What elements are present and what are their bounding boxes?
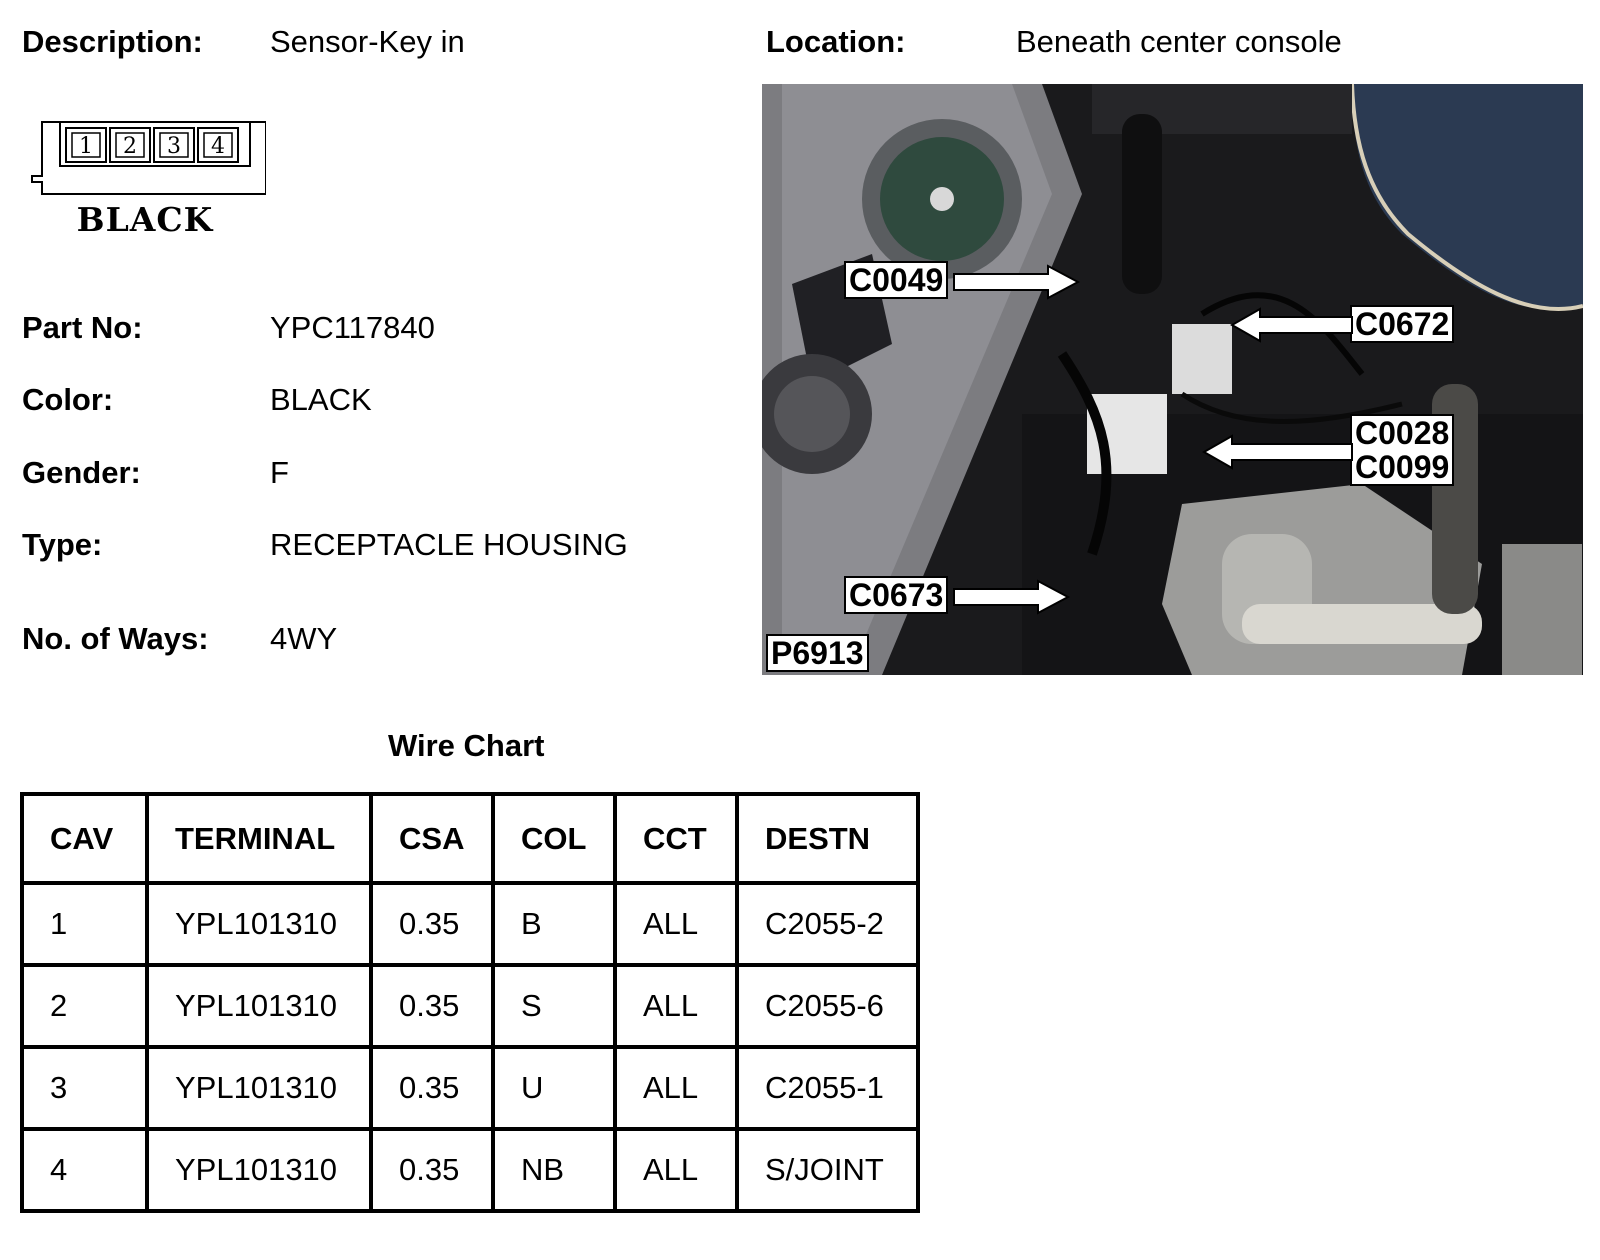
cell-terminal: YPL101310 <box>147 965 371 1047</box>
column-header-cav: CAV <box>22 794 147 883</box>
color-value: BLACK <box>270 382 372 417</box>
type-value: RECEPTACLE HOUSING <box>270 527 628 562</box>
cell-csa: 0.35 <box>371 965 493 1047</box>
cell-col: U <box>493 1047 615 1129</box>
cell-cct: ALL <box>615 1129 737 1211</box>
location-value: Beneath center console <box>1016 24 1342 59</box>
svg-text:3: 3 <box>167 134 181 159</box>
cell-cav: 4 <box>22 1129 147 1211</box>
column-header-destn: DESTN <box>737 794 918 883</box>
connector-pin-1 <box>66 128 106 162</box>
cell-cct: ALL <box>615 883 737 965</box>
ways-label: No. of Ways: <box>22 621 209 656</box>
wire-chart-table <box>20 792 920 1213</box>
connector-pin-2 <box>110 128 150 162</box>
cell-col: B <box>493 883 615 965</box>
table-header-row <box>22 794 918 883</box>
location-photo <box>762 84 1583 675</box>
gender-label: Gender: <box>22 455 141 490</box>
connector-pin-4 <box>198 128 238 162</box>
cell-destn: C2055-2 <box>737 883 918 965</box>
connector-pin-3 <box>154 128 194 162</box>
column-header-cct: CCT <box>615 794 737 883</box>
callout-c0673: C0673 <box>844 576 948 614</box>
table-row <box>22 1047 918 1129</box>
wire-chart-title: Wire Chart <box>388 728 545 763</box>
callout-c0099: C0099 <box>1355 449 1450 485</box>
column-header-col: COL <box>493 794 615 883</box>
cell-terminal: YPL101310 <box>147 883 371 965</box>
svg-text:4: 4 <box>211 134 225 159</box>
svg-text:1: 1 <box>79 134 93 159</box>
part-no-value: YPC117840 <box>270 310 435 345</box>
connector-color-label: BLACK <box>76 200 214 239</box>
callout-c0672: C0672 <box>1350 305 1454 343</box>
cell-terminal: YPL101310 <box>147 1047 371 1129</box>
cell-csa: 0.35 <box>371 1129 493 1211</box>
cell-terminal: YPL101310 <box>147 1129 371 1211</box>
svg-text:2: 2 <box>123 134 137 159</box>
cell-col: S <box>493 965 615 1047</box>
ways-value: 4WY <box>270 621 338 656</box>
table-row <box>22 1129 918 1211</box>
color-label: Color: <box>22 382 114 417</box>
type-label: Type: <box>22 527 103 562</box>
cell-cav: 2 <box>22 965 147 1047</box>
cell-cct: ALL <box>615 1047 737 1129</box>
table-row <box>22 883 918 965</box>
cell-col: NB <box>493 1129 615 1211</box>
photo-id-label: P6913 <box>766 634 869 672</box>
cell-cav: 1 <box>22 883 147 965</box>
cell-destn: S/JOINT <box>737 1129 918 1211</box>
cell-cct: ALL <box>615 965 737 1047</box>
table-row <box>22 965 918 1047</box>
cell-csa: 0.35 <box>371 883 493 965</box>
column-header-terminal: TERMINAL <box>147 794 371 883</box>
description-value: Sensor-Key in <box>270 24 465 59</box>
cell-destn: C2055-6 <box>737 965 918 1047</box>
cell-cav: 3 <box>22 1047 147 1129</box>
gender-value: F <box>270 455 289 490</box>
cell-csa: 0.35 <box>371 1047 493 1129</box>
callout-c0049: C0049 <box>844 261 948 299</box>
description-label: Description: <box>22 24 203 59</box>
arrow-right-icon <box>952 264 1082 300</box>
connector-face-diagram <box>30 120 266 200</box>
callout-c0028-c0099 <box>1350 414 1454 486</box>
location-label: Location: <box>766 24 906 59</box>
column-header-csa: CSA <box>371 794 493 883</box>
arrow-left-icon <box>1202 434 1354 470</box>
arrow-left-icon <box>1230 307 1354 343</box>
callout-c0028: C0028 <box>1355 415 1450 451</box>
cell-destn: C2055-1 <box>737 1047 918 1129</box>
arrow-right-icon <box>952 579 1072 615</box>
part-no-label: Part No: <box>22 310 143 345</box>
